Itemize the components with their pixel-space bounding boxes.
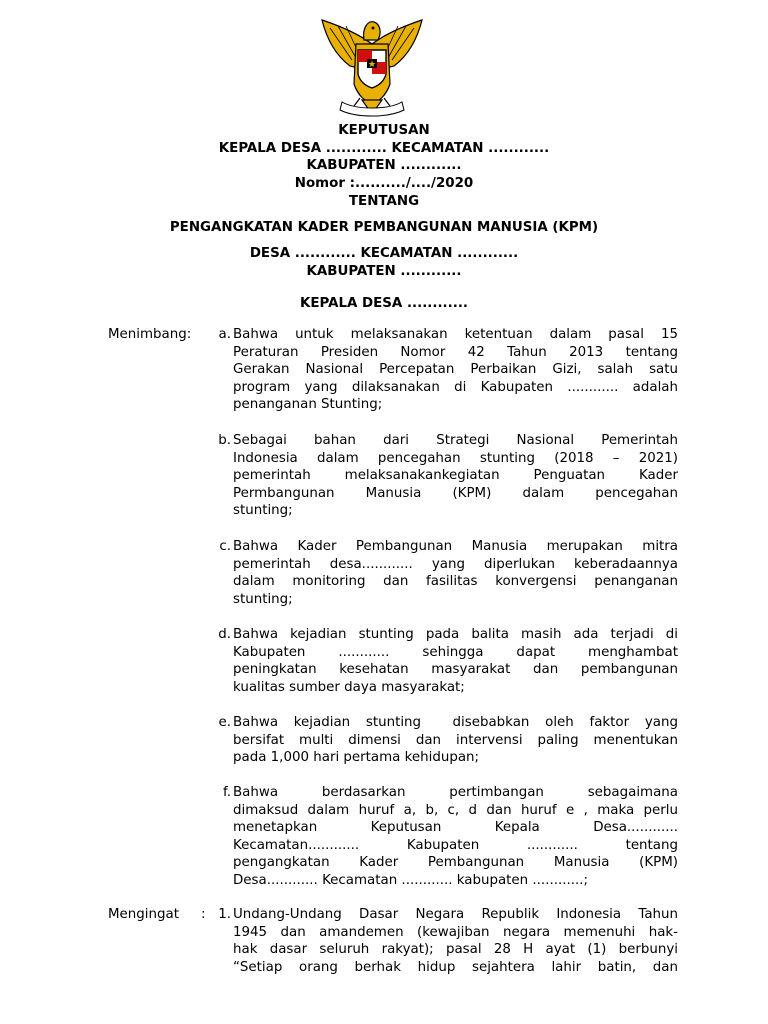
text-line: penanganan Stunting; <box>233 397 383 413</box>
text-line: Indonesia dalam pencegahan stunting (2018 – 2021) <box>233 450 678 466</box>
text-line: pada 1,000 hari pertama kehidupan; <box>233 750 480 766</box>
text-line: Bahwa berdasarkan pertimbangan sebagaimana <box>233 785 678 800</box>
item-letter: e. <box>218 715 231 730</box>
mengingat-colon: : <box>201 907 206 922</box>
text-line: Sebagai bahan dari Strategi Nasional Pemerintah <box>233 433 678 448</box>
text-line: kualitas sumber daya masyarakat; <box>233 679 465 695</box>
item-number: 1. <box>218 907 231 922</box>
text-line: Bahwa untuk melaksanakan ketentuan dalam pasal 15 <box>233 327 678 342</box>
kepala-desa-heading: KEPALA DESA ............ <box>299 296 468 311</box>
text-line: Bahwa Kader Pembangunan Manusia merupakan mitra <box>233 539 678 554</box>
text-line: Kecamatan............ Kabupaten ............ tentang <box>233 837 678 853</box>
item-letter: c. <box>219 539 231 554</box>
text-line: pemerintah melaksanakankegiatan Penguatan Kader <box>233 468 678 484</box>
text-line: Bahwa kejadian stunting disebabkan oleh faktor yang <box>233 715 678 730</box>
text-line: 1945 dan amandemen (kewajiban negara memenuhi hak- <box>233 924 678 940</box>
text-line: stunting; <box>233 591 293 607</box>
text-line: pengangkatan Kader Pembangunan Manusia (KPM) <box>233 855 678 871</box>
text-line: peningkatan kesehatan masyarakat dan pembangunan <box>233 662 678 678</box>
text-line: Kabupaten ............ sehingga dapat menghambat <box>233 644 678 660</box>
item-text <box>233 538 678 608</box>
text-line: hak dasar seluruh rakyat); pasal 28 H ayat (1) berbunyi <box>233 942 678 958</box>
doc-title-line3: KABUPATEN ............ <box>306 158 462 174</box>
text-line: Permbangunan Manusia (KPM) dalam pencegahan <box>233 485 678 501</box>
text-line: “Setiap orang berhak hidup sejahtera lahir batin, dan <box>233 959 678 975</box>
subject-heading: PENGANGKATAN KADER PEMBANGUNAN MANUSIA (KPM) <box>169 220 599 235</box>
item-text <box>233 432 678 520</box>
item-letter: b. <box>218 433 231 448</box>
item-letter: d. <box>218 627 231 642</box>
text-line: Undang-Undang Dasar Negara Republik Indonesia Tahun <box>233 907 678 922</box>
item-letter: a. <box>218 327 231 342</box>
mengingat-label: Mengingat <box>108 907 179 922</box>
text-line: dalam monitoring dan fasilitas konvergensi penanganan <box>233 574 678 590</box>
text-line: Bahwa kejadian stunting pada balita masih ada terjadi di <box>233 627 678 642</box>
desa-line1: DESA ............ KECAMATAN ............ <box>249 246 519 261</box>
text-line: Desa............ Kecamatan ............ kabupaten ............; <box>233 872 589 888</box>
text-line: bersifat multi dimensi dan intervensi paling menentukan <box>233 732 678 748</box>
item-text <box>233 626 678 696</box>
desa-heading <box>0 245 768 280</box>
item-text <box>233 326 678 414</box>
doc-title: KEPUTUSAN <box>338 123 430 138</box>
text-line: pemerintah desa............ yang diperlukan keberadaannya <box>233 556 678 572</box>
desa-line2: KABUPATEN ............ <box>306 263 462 279</box>
garuda-emblem-icon <box>316 14 428 122</box>
text-line: menetapkan Keputusan Kepala Desa............ <box>233 820 678 836</box>
menimbang-label: Menimbang: <box>108 327 192 342</box>
text-line: Peraturan Presiden Nomor 42 Tahun 2013 tentang <box>233 344 678 360</box>
doc-title-line2: KEPALA DESA ............ KECAMATAN ............ <box>218 140 550 156</box>
title-block <box>0 122 768 192</box>
item-text <box>233 784 678 890</box>
text-line: dimaksud dalam huruf a, b, c, d dan huruf e , maka perlu <box>233 802 678 818</box>
text-line: stunting; <box>233 503 293 519</box>
doc-number: Nomor :........../..../2020 <box>294 175 474 191</box>
text-line: program yang dilaksanakan di Kabupaten ............ adalah <box>233 379 678 395</box>
text-line: Gerakan Nasional Percepatan Perbaikan Gizi, salah satu <box>233 362 678 378</box>
tentang-heading: TENTANG <box>348 194 420 209</box>
item-text <box>233 906 678 976</box>
item-text <box>233 714 678 767</box>
item-letter: f. <box>223 785 231 800</box>
